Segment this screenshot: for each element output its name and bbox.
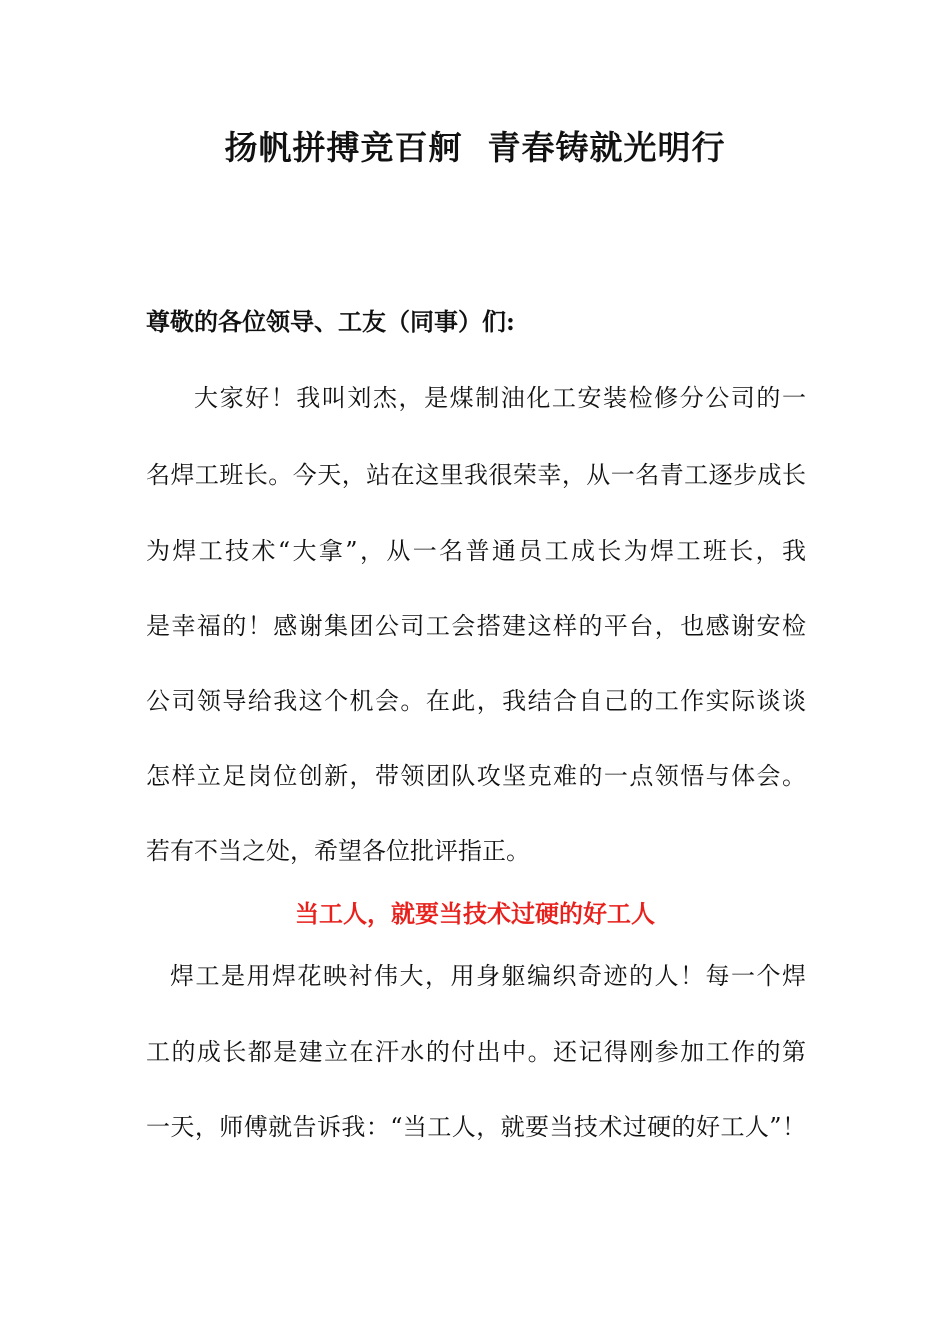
paragraph2-line-3: 一天，师傅就告诉我：“当工人，就要当技术过硬的好工人”！ xyxy=(146,1113,806,1141)
paragraph2-line-2: 工的成长都是建立在汗水的付出中。还记得刚参加工作的第 xyxy=(146,1038,806,1066)
paragraph1-line-1: 大家好！我叫刘杰，是煤制油化工安装检修分公司的一 xyxy=(194,384,806,412)
paragraph1-line-7: 若有不当之处，希望各位批评指正。 xyxy=(146,837,530,865)
paragraph1-line-6: 怎样立足岗位创新，带领团队攻坚克难的一点领悟与体会。 xyxy=(146,762,806,790)
paragraph1-line-5: 公司领导给我这个机会。在此，我结合自己的工作实际谈谈 xyxy=(146,687,806,715)
paragraph1-line-3: 为焊工技术“大拿”，从一名普通员工成长为焊工班长，我 xyxy=(146,537,806,565)
greeting-line: 尊敬的各位领导、工友（同事）们: xyxy=(146,307,515,336)
section-heading: 当工人，就要当技术过硬的好工人 xyxy=(295,899,655,928)
paragraph1-line-2: 名焊工班长。今天，站在这里我很荣幸，从一名青工逐步成长 xyxy=(146,461,806,489)
paragraph1-line-4: 是幸福的！感谢集团公司工会搭建这样的平台，也感谢安检 xyxy=(146,612,806,640)
paragraph2-line-1: 焊工是用焊花映衬伟大，用身躯编织奇迹的人！每一个焊 xyxy=(170,962,806,990)
document-title: 扬帆拼搏竞百舸 青春铸就光明行 xyxy=(224,128,726,167)
